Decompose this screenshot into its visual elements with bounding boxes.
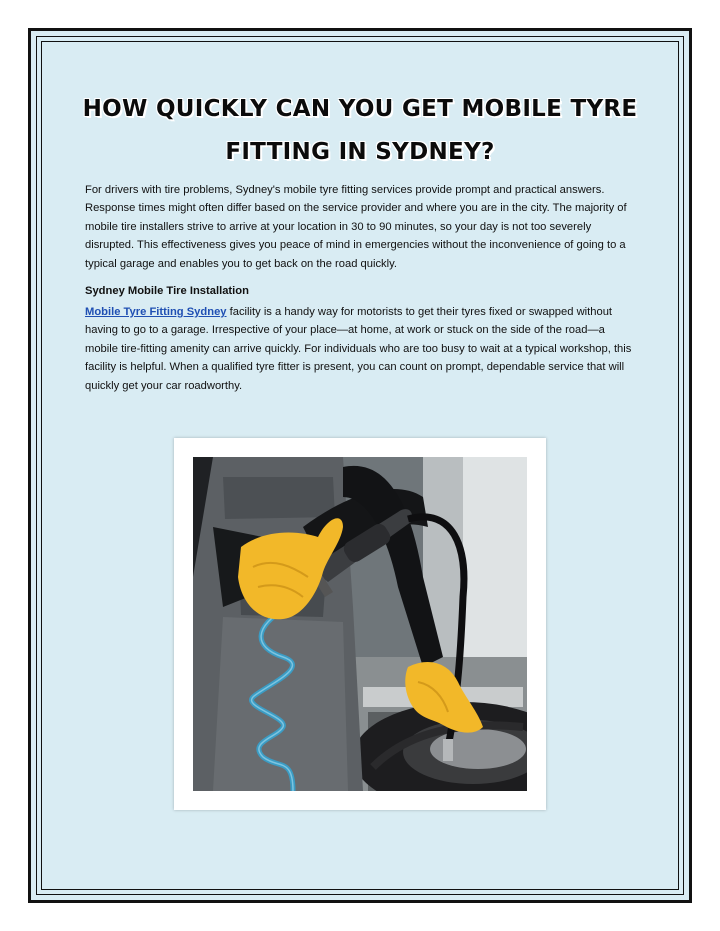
mechanic-inflating-tyre-photo [193,457,527,791]
mobile-tyre-fitting-link[interactable]: Mobile Tyre Fitting Sydney [85,306,227,318]
photo-card [174,438,546,810]
intro-paragraph: For drivers with tire problems, Sydney's mobile tyre fitting services provide prompt and practical answers. Response times might often differ based on the service provider and where you are in the city. The majority of mobile tire installers strive to arrive at your location in 30 to 90 minutes, so your day is not too severely disrupted. This effectiveness gives you peace of mind in emergencies without the inconvenience of going to a typical garage and enables you to get back on the road quickly. [85,184,627,270]
section-paragraph [85,303,640,395]
section-subheading: Sydney Mobile Tire Installation [85,285,249,297]
section-paragraph-text: facility is a handy way for motorists to get their tyres fixed or swapped without having to go to a garage. Irrespective of your place—at home, at work or stuck on the side of the road—a mobile tire-fitting amenity can arrive quickly. For individuals who are too busy to wait at a typical workshop, this facility is helpful. When a qualified tyre fitter is present, you can count on prompt, dependable service that will quickly get your car roadworthy. [85,306,632,392]
page-title: HOW QUICKLY CAN YOU GET MOBILE TYRE FITTING IN SYDNEY? [82,96,638,165]
